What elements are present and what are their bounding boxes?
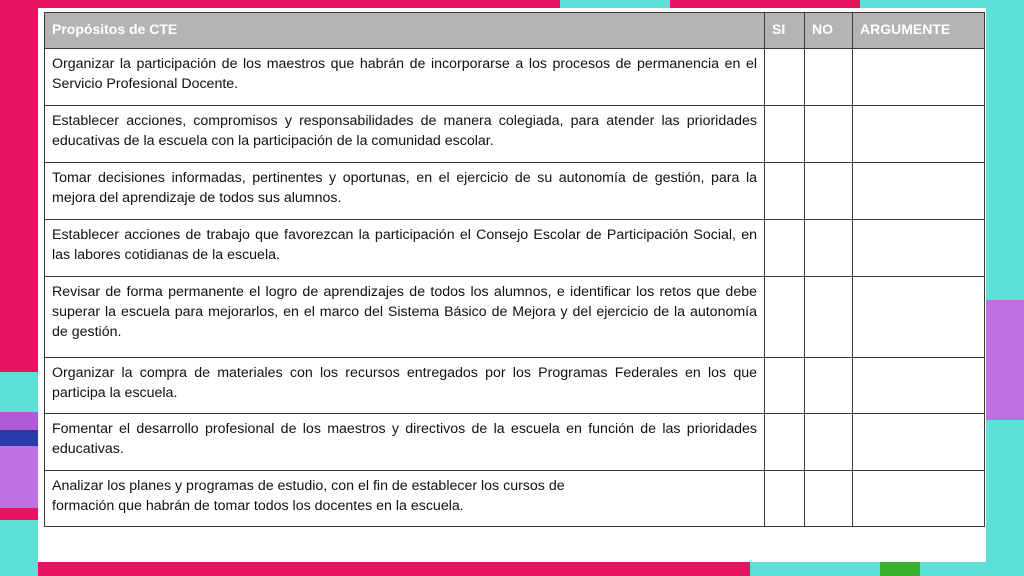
purpose-cell: Fomentar el desarrollo profesional de los maestros y directivos de la escuela en función de las prioridades educativas. (45, 414, 765, 471)
argumente-cell[interactable] (853, 106, 985, 163)
argumente-cell[interactable] (853, 277, 985, 358)
si-cell[interactable] (765, 277, 805, 358)
table-row (45, 277, 985, 358)
purpose-cell: Establecer acciones de trabajo que favorezcan la participación el Consejo Escolar de Participación Social, en las labores cotidianas de la escuela. (45, 220, 765, 277)
bg-stripe-top-cyan (560, 0, 670, 8)
table-row (45, 106, 985, 163)
si-cell[interactable] (765, 49, 805, 106)
argumente-cell[interactable] (853, 471, 985, 527)
table-row (45, 49, 985, 106)
purpose-cell: Organizar la participación de los maestros que habrán de incorporarse a los procesos de permanencia en el Servicio Profesional Docente. (45, 49, 765, 106)
bg-stripe-right-cyan (986, 0, 1024, 576)
purpose-cell: Organizar la compra de materiales con los recursos entregados por los Programas Federales en los que participa la escuela. (45, 358, 765, 414)
si-cell[interactable] (765, 471, 805, 527)
purpose-line: Analizar los planes y programas de estudio, con el fin de establecer los cursos de (52, 478, 565, 494)
no-cell[interactable] (805, 358, 853, 414)
argumente-cell[interactable] (853, 220, 985, 277)
no-cell[interactable] (805, 471, 853, 527)
no-cell[interactable] (805, 49, 853, 106)
bg-stripe-bottom-green (880, 562, 920, 576)
purpose-line: formación que habrán de tomar todos los docentes en la escuela. (52, 498, 464, 514)
bg-stripe-left-blue (0, 430, 38, 446)
purpose-cell (45, 471, 765, 527)
argumente-cell[interactable] (853, 49, 985, 106)
purpose-cell: Tomar decisiones informadas, pertinentes y oportunas, en el ejercicio de su autonomía de gestión, para la mejora del aprendizaje de todos sus alumnos. (45, 163, 765, 220)
si-cell[interactable] (765, 414, 805, 471)
bg-stripe-right-purple (986, 300, 1024, 420)
bg-stripe-left-purple (0, 412, 38, 430)
table-header-row (45, 13, 985, 49)
si-cell[interactable] (765, 106, 805, 163)
table-row (45, 414, 985, 471)
header-si: SI (765, 13, 805, 49)
purpose-cell: Establecer acciones, compromisos y responsabilidades de manera colegiada, para atender las prioridades educativas de la escuela con la participación de la comunidad escolar. (45, 106, 765, 163)
table-row (45, 358, 985, 414)
table-row (45, 471, 985, 527)
no-cell[interactable] (805, 106, 853, 163)
table-row (45, 220, 985, 277)
si-cell[interactable] (765, 220, 805, 277)
no-cell[interactable] (805, 414, 853, 471)
cte-purposes-table (44, 12, 985, 527)
header-argumente: ARGUMENTE (853, 13, 985, 49)
argumente-cell[interactable] (853, 358, 985, 414)
table-row (45, 163, 985, 220)
purpose-cell: Revisar de forma permanente el logro de aprendizajes de todos los alumnos, e identificar los retos que debe superar la escuela para mejorarlos, en el marco del Sistema Básico de Mejora y del ejercicio de la autonomía de gestión. (45, 277, 765, 358)
si-cell[interactable] (765, 358, 805, 414)
no-cell[interactable] (805, 220, 853, 277)
si-cell[interactable] (765, 163, 805, 220)
header-propositos: Propósitos de CTE (45, 13, 765, 49)
argumente-cell[interactable] (853, 414, 985, 471)
bg-stripe-left-purple-2 (0, 446, 38, 508)
bg-stripe-left-cyan (0, 372, 38, 412)
bg-stripe-left-cyan-2 (0, 520, 38, 576)
no-cell[interactable] (805, 163, 853, 220)
header-no: NO (805, 13, 853, 49)
argumente-cell[interactable] (853, 163, 985, 220)
no-cell[interactable] (805, 277, 853, 358)
